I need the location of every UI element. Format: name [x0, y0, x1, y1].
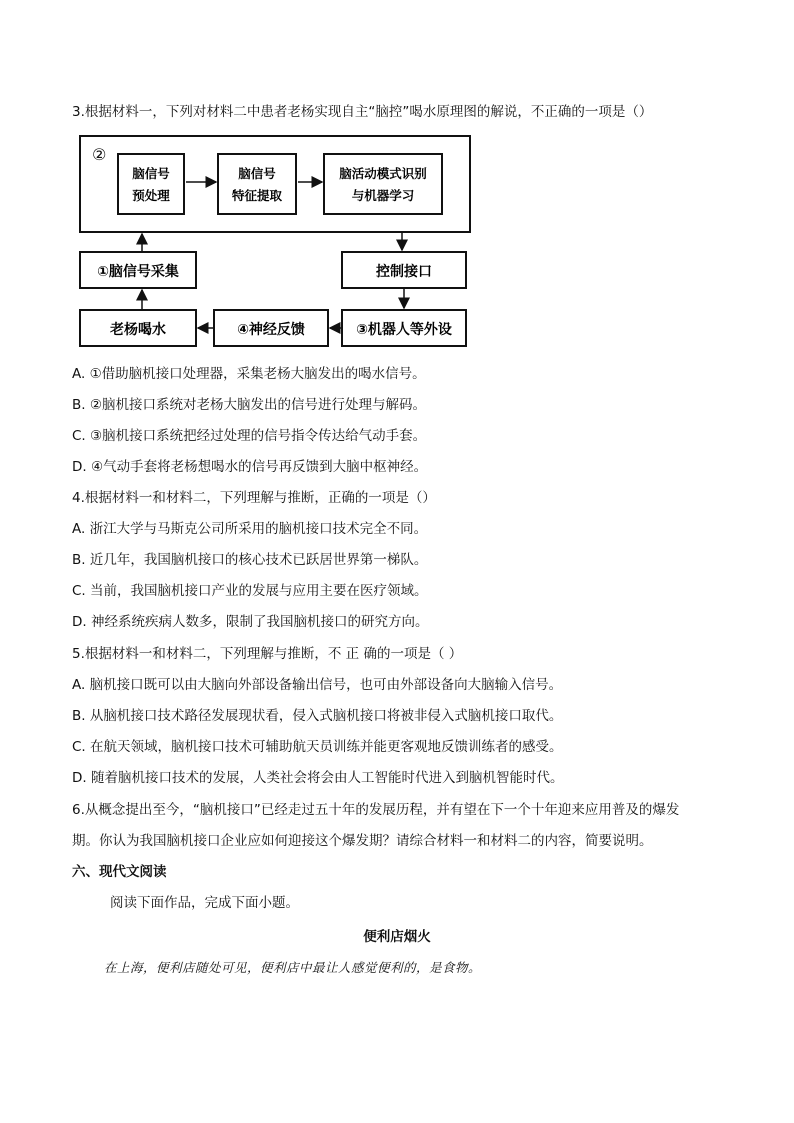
q6-line2: 期。你认为我国脑机接口企业应如何迎接这个爆发期？请综合材料一和材料二的内容，简要说明。	[72, 833, 653, 849]
q3-option-d: D. ④气动手套将老杨想喝水的信号再反馈到大脑中枢神经。	[72, 459, 428, 475]
robot-label: ③机器人等外设	[356, 322, 452, 338]
bci-flow-diagram	[0, 0, 794, 360]
control-label: 控制接口	[376, 264, 432, 280]
section-heading: 六、现代文阅读	[72, 864, 167, 880]
q5-option-d: D. 随着脑机接口技术的发展，人类社会将会由人工智能时代进入到脑机智能时代。	[72, 770, 564, 786]
q3-option-b: B. ②脑机接口系统对老杨大脑发出的信号进行处理与解码。	[72, 397, 426, 413]
article-first-sentence: 在上海，便利店随处可见，便利店中最让人感觉便利的，是食物。	[104, 960, 482, 975]
section-instruction: 阅读下面作品，完成下面小题。	[110, 895, 299, 911]
q4-option-c: C. 当前，我国脑机接口产业的发展与应用主要在医疗领域。	[72, 583, 428, 599]
feedback-label: ④神经反馈	[237, 322, 305, 338]
pattern-line2: 与机器学习	[351, 188, 415, 203]
feature-line2: 特征提取	[231, 188, 283, 203]
q5-option-b: B. 从脑机接口技术路径发展现状看，侵入式脑机接口将被非侵入式脑机接口取代。	[72, 708, 563, 724]
q6-line1: 6.从概念提出至今，“脑机接口”已经走过五十年的发展历程，并有望在下一个十年迎来应用普及的爆发	[72, 802, 680, 818]
preprocess-line1: 脑信号	[132, 166, 170, 181]
q4-option-a: A. 浙江大学与马斯克公司所采用的脑机接口技术完全不同。	[72, 521, 428, 537]
collect-label: ①脑信号采集	[97, 264, 179, 280]
preprocess-line2: 预处理	[132, 188, 170, 203]
yang-label: 老杨喝水	[110, 322, 166, 338]
article-title: 便利店烟火	[363, 929, 431, 945]
feature-extract-box	[218, 154, 296, 214]
q3-option-a: A. ①借助脑机接口处理器，采集老杨大脑发出的喝水信号。	[72, 366, 426, 382]
pattern-line1: 脑活动模式识别	[339, 166, 427, 181]
processing-group-frame	[80, 136, 470, 232]
q4-option-d: D. 神经系统疾病人数多，限制了我国脑机接口的研究方向。	[72, 614, 429, 630]
q4-stem: 4.根据材料一和材料二，下列理解与推断，正确的一项是（）	[72, 490, 436, 506]
q5-option-a: A. 脑机接口既可以由大脑向外部设备输出信号，也可由外部设备向大脑输入信号。	[72, 677, 563, 693]
feature-line1: 脑信号	[238, 166, 276, 181]
q5-option-c: C. 在航天领域，脑机接口技术可辅助航天员训练并能更客观地反馈训练者的感受。	[72, 739, 563, 755]
group-label: ②	[92, 145, 107, 164]
q4-option-b: B. 近几年，我国脑机接口的核心技术已跃居世界第一梯队。	[72, 552, 428, 568]
q5-stem: 5.根据材料一和材料二，下列理解与推断，不 正 确的一项是（ ）	[72, 646, 463, 662]
pattern-recognition-box	[324, 154, 442, 214]
preprocess-box	[118, 154, 184, 214]
q3-stem: 3.根据材料一，下列对材料二中患者老杨实现自主“脑控”喝水原理图的解说，不正确的一项是（）	[72, 104, 653, 120]
q3-option-c: C. ③脑机接口系统把经过处理的信号指令传达给气动手套。	[72, 428, 427, 444]
